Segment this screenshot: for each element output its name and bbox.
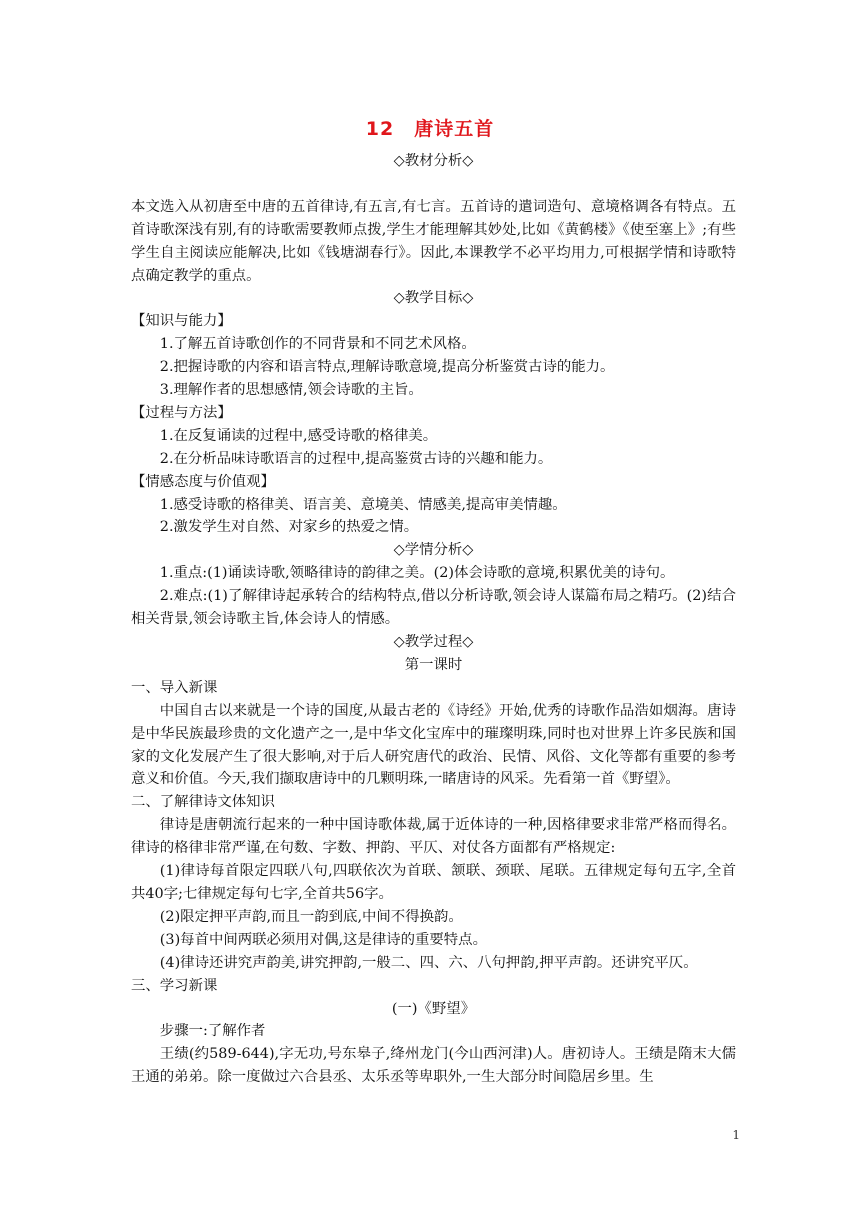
section-heading-process: ◇教学过程◇ xyxy=(393,634,474,651)
textbook-analysis-paragraph: 本文选入从初唐至中唐的五首律诗,有五言,有七言。五首诗的遣词造句、意境格调各有特点。五首诗歌深浅有别,有的诗歌需要教师点拨,学生才能理解其妙处,比如《黄鹤楼》《使至塞上》;有些学生自主阅读应能解决,比如《钱塘湖春行》。因此,本课教学不必平均用力,可根据学情和诗歌特点确定教学的重点。 xyxy=(131,198,736,284)
intro-paragraph: 中国自古以来就是一个诗的国度,从最古老的《诗经》开始,优秀的诗歌作品浩如烟海。唐诗是中华民族最珍贵的文化遗产之一,是中华文化宝库中的璀璨明珠,同时也对世界上许多民族和国家的文化发展产生了很大影响,对于后人研究唐代的政治、民情、风俗、文化等都有重要的参考意义和价值。今天,我们撷取唐诗中的几颗明珠,一睹唐诗的风采。先看第一首《野望》。 xyxy=(131,702,736,788)
goal-item: 1.感受诗歌的格律美、语言美、意境美、情感美,提高审美情趣。 xyxy=(159,496,567,513)
lesson-title: 12 唐诗五首 xyxy=(365,118,495,140)
document-body xyxy=(131,150,736,1089)
spacer xyxy=(131,173,736,196)
goal-item: 1.在反复诵读的过程中,感受诗歌的格律美。 xyxy=(159,427,438,444)
goal-group-knowledge-title: 【知识与能力】 xyxy=(131,313,232,330)
section-heading-goals: ◇教学目标◇ xyxy=(393,290,474,307)
goal-group-process-title: 【过程与方法】 xyxy=(131,404,232,421)
goal-group-emotion-title: 【情感态度与价值观】 xyxy=(131,473,275,490)
poem-heading: (一)《野望》 xyxy=(391,1000,476,1017)
goal-item: 2.在分析品味诗歌语言的过程中,提高鉴赏古诗的兴趣和能力。 xyxy=(159,450,553,467)
goal-item: 3.理解作者的思想感情,领会诗歌的主旨。 xyxy=(159,382,423,399)
regulated-verse-paragraph: 律诗是唐朝流行起来的一种中国诗歌体裁,属于近体诗的一种,因格律要求非常严格而得名。律诗的格律非常严谨,在句数、字数、押韵、平仄、对仗各方面都有严格规定: xyxy=(131,817,736,857)
step-title-intro: 一、导入新课 xyxy=(131,679,218,696)
goal-item: 1.了解五首诗歌创作的不同背景和不同艺术风格。 xyxy=(159,336,476,353)
section-heading-textbook: ◇教材分析◇ xyxy=(393,153,474,169)
rule-item: (2)限定押平声韵,而且一韵到底,中间不得换韵。 xyxy=(159,908,463,925)
section-heading-learning: ◇学情分析◇ xyxy=(393,542,474,559)
author-paragraph: 王绩(约589-644),字无功,号东皋子,绛州龙门(今山西河津)人。唐初诗人。王绩是隋末大儒王通的弟弟。除一度做过六合县丞、太乐丞等卑职外,一生大部分时间隐居乡里。生 xyxy=(131,1046,736,1086)
goal-item: 2.把握诗歌的内容和语言特点,理解诗歌意境,提高分析鉴赏古诗的能力。 xyxy=(159,359,615,376)
page-number: 1 xyxy=(732,1128,740,1142)
substep-title: 步骤一:了解作者 xyxy=(159,1023,266,1040)
rule-item: (4)律诗还讲究声韵美,讲究押韵,一般二、四、六、八句押韵,押平声韵。还讲究平仄。 xyxy=(159,954,698,971)
step-title-new-lesson: 三、学习新课 xyxy=(131,977,218,994)
rule-item: (3)每首中间两联必须用对偶,这是律诗的重要特点。 xyxy=(159,931,487,948)
goal-item: 2.激发学生对自然、对家乡的热爱之情。 xyxy=(159,519,419,536)
lesson-period-label: 第一课时 xyxy=(404,656,463,673)
rule-item: (1)律诗每首限定四联八句,四联依次为首联、颔联、颈联、尾联。五律规定每句五字,全首共40字;七律规定每句七字,全首共56字。 xyxy=(131,863,736,902)
learning-difficulties: 2.难点:(1)了解律诗起承转合的结构特点,借以分析诗歌,领会诗人谋篇布局之精巧。(2)结合相关背景,领会诗歌主旨,体会诗人的情感。 xyxy=(131,588,736,628)
step-title-regulated-verse: 二、了解律诗文体知识 xyxy=(131,794,275,811)
learning-key-points: 1.重点:(1)诵读诗歌,领略律诗的韵律之美。(2)体会诗歌的意境,积累优美的诗句。 xyxy=(159,565,675,582)
